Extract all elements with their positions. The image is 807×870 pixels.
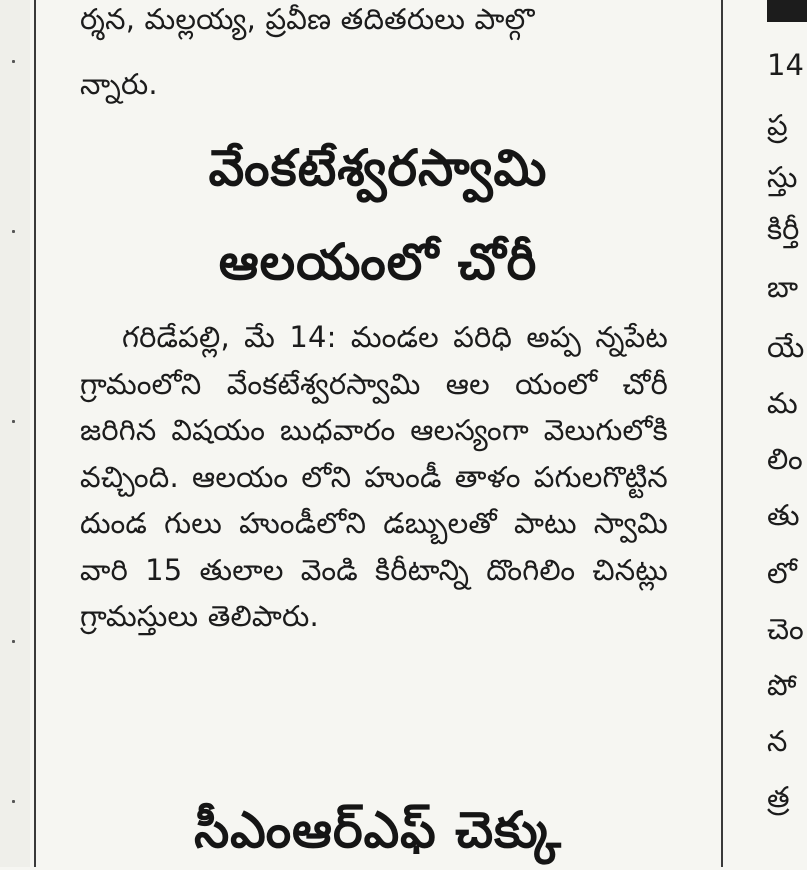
article-paragraph: గరిడేపల్లి, మే 14: మండల పరిధి అప్ప న్నపేట గ్రామంలోని వేంకటేశ్వరస్వామి ఆల యంలో చోరీ జరిగిన విషయం బుధవారం ఆలస్యంగా వెలుగులోకి వచ్చింది. ఆలయం లోని హుండీ తాళం పగులగొట్టిన దుండ గులు హుండీలోని డబ్బులతో పాటు స్వామి వారి 15 తులాల వెండి కిరీటాన్ని దొంగిలిం చినట్లు గ్రామస్తులు తెలిపారు. bbox=[80, 320, 668, 633]
next-headline: సీఎంఆర్‌ఎఫ్‌ చెక్కు bbox=[194, 801, 562, 859]
previous-article-ending bbox=[38, 0, 718, 110]
margin-mark bbox=[12, 640, 15, 643]
right-column-fragment: స్తు bbox=[767, 160, 798, 194]
right-column-fragment: లిం bbox=[767, 442, 803, 476]
main-column bbox=[38, 0, 718, 867]
previous-article-line: ర్శన, మల్లయ్య, ప్రవీణ తదితరులు పాల్గొ bbox=[80, 2, 535, 36]
previous-article-line: న్నారు. bbox=[80, 67, 158, 101]
right-column-fragment: ప్ర bbox=[767, 108, 788, 142]
headline-line-1: వేంకటేశ్వరస్వామి bbox=[208, 139, 548, 197]
right-column-fragment: న bbox=[767, 724, 788, 758]
margin-mark bbox=[12, 230, 15, 233]
right-column-fragment: కిర్తీ bbox=[767, 212, 800, 246]
column-rule-left bbox=[34, 0, 36, 867]
headline-line-2: ఆలయంలో చోరీ bbox=[218, 233, 538, 291]
article-body bbox=[38, 314, 718, 640]
margin-mark bbox=[12, 420, 15, 423]
right-column-cut bbox=[723, 0, 805, 867]
right-column-fragment: మ bbox=[767, 386, 798, 420]
margin-mark bbox=[12, 800, 15, 803]
left-page-margin bbox=[0, 0, 30, 867]
margin-mark bbox=[12, 60, 15, 63]
right-column-fragment: లో bbox=[767, 556, 797, 590]
right-column-fragment-bar bbox=[767, 0, 807, 22]
right-column-fragment: పో bbox=[767, 668, 797, 702]
right-column-fragment: త్ర bbox=[767, 780, 790, 814]
right-column-fragment: తు bbox=[767, 498, 800, 532]
right-column-fragment: చెం bbox=[767, 612, 804, 646]
right-column-fragment: 14 bbox=[767, 48, 804, 82]
right-column-fragment: యే bbox=[767, 330, 805, 364]
right-column-fragment: బా bbox=[767, 270, 799, 304]
